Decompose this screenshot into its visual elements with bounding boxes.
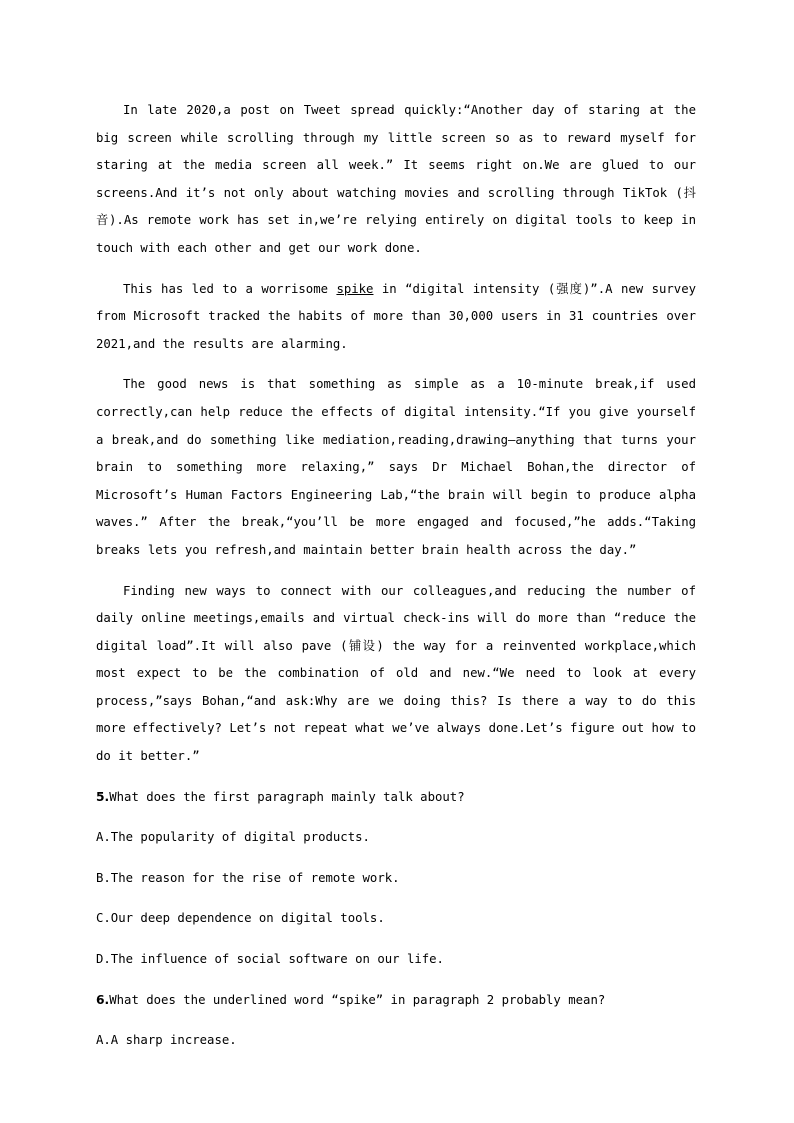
- question-6-text: What does the underlined word “spike” in paragraph 2 probably mean?: [109, 992, 606, 1007]
- paragraph-1: In late 2020,a post on Tweet spread quickly:“Another day of staring at the big screen while scrolling through my little screen so as to reward myself for staring at the media screen all week.” It seems right on.We are glued to our screens.And it’s not only about watching movies and scrolling through TikTok (抖音).As remote work has set in,we’re relying entirely on digital tools to keep in touch with each other and get our work done.: [96, 103, 696, 255]
- question-5-text: What does the first paragraph mainly talk about?: [109, 789, 465, 804]
- question-6-number: 6.: [96, 992, 110, 1007]
- document-page: [96, 97, 696, 1068]
- question-5-option-c: C.Our deep dependence on digital tools.: [96, 911, 385, 926]
- paragraph-2-start: This has led to a worrisome: [123, 281, 337, 296]
- question-5-option-a: A.The popularity of digital products.: [96, 830, 370, 845]
- underlined-word-spike: spike: [336, 281, 374, 296]
- paragraph-3: The good news is that something as simple as a 10-minute break,if used correctly,can help reduce the effects of digital intensity.“If you give yourself a break,and do something like mediation,reading,drawing—anything that turns your brain to something more relaxing,” says Dr Michael Bohan,the director of Microsoft’s Human Factors Engineering Lab,“the brain will begin to produce alpha waves.” After the break,“you’ll be more engaged and focused,”he adds.“Taking breaks lets you refresh,and maintain better brain health across the day.”: [96, 377, 696, 557]
- paragraph-2: [96, 276, 696, 359]
- question-6-option-a: A.A sharp increase.: [96, 1033, 237, 1048]
- paragraph-2-end: in “digital intensity (强度)”.A new survey from Microsoft tracked the habits of more than 30,000 users in 31 countries over 2021,and the results are alarming.: [96, 281, 696, 351]
- question-5: [96, 784, 696, 812]
- paragraph-4: Finding new ways to connect with our colleagues,and reducing the number of daily online meetings,emails and virtual check-ins will do more than “reduce the digital load”.It will also pave (铺设) the way for a reinvented workplace,which most expect to be the combination of old and new.“We need to look at every process,”says Bohan,“and ask:Why are we doing this? Is there a way to do this more effectively? Let’s not repeat what we’ve always done.Let’s figure out how to do it better.”: [96, 583, 696, 764]
- question-5-number: 5.: [96, 789, 110, 804]
- question-6: [96, 987, 696, 1015]
- question-5-option-d: D.The influence of social software on our life.: [96, 952, 444, 967]
- question-5-option-b: B.The reason for the rise of remote work.: [96, 870, 400, 885]
